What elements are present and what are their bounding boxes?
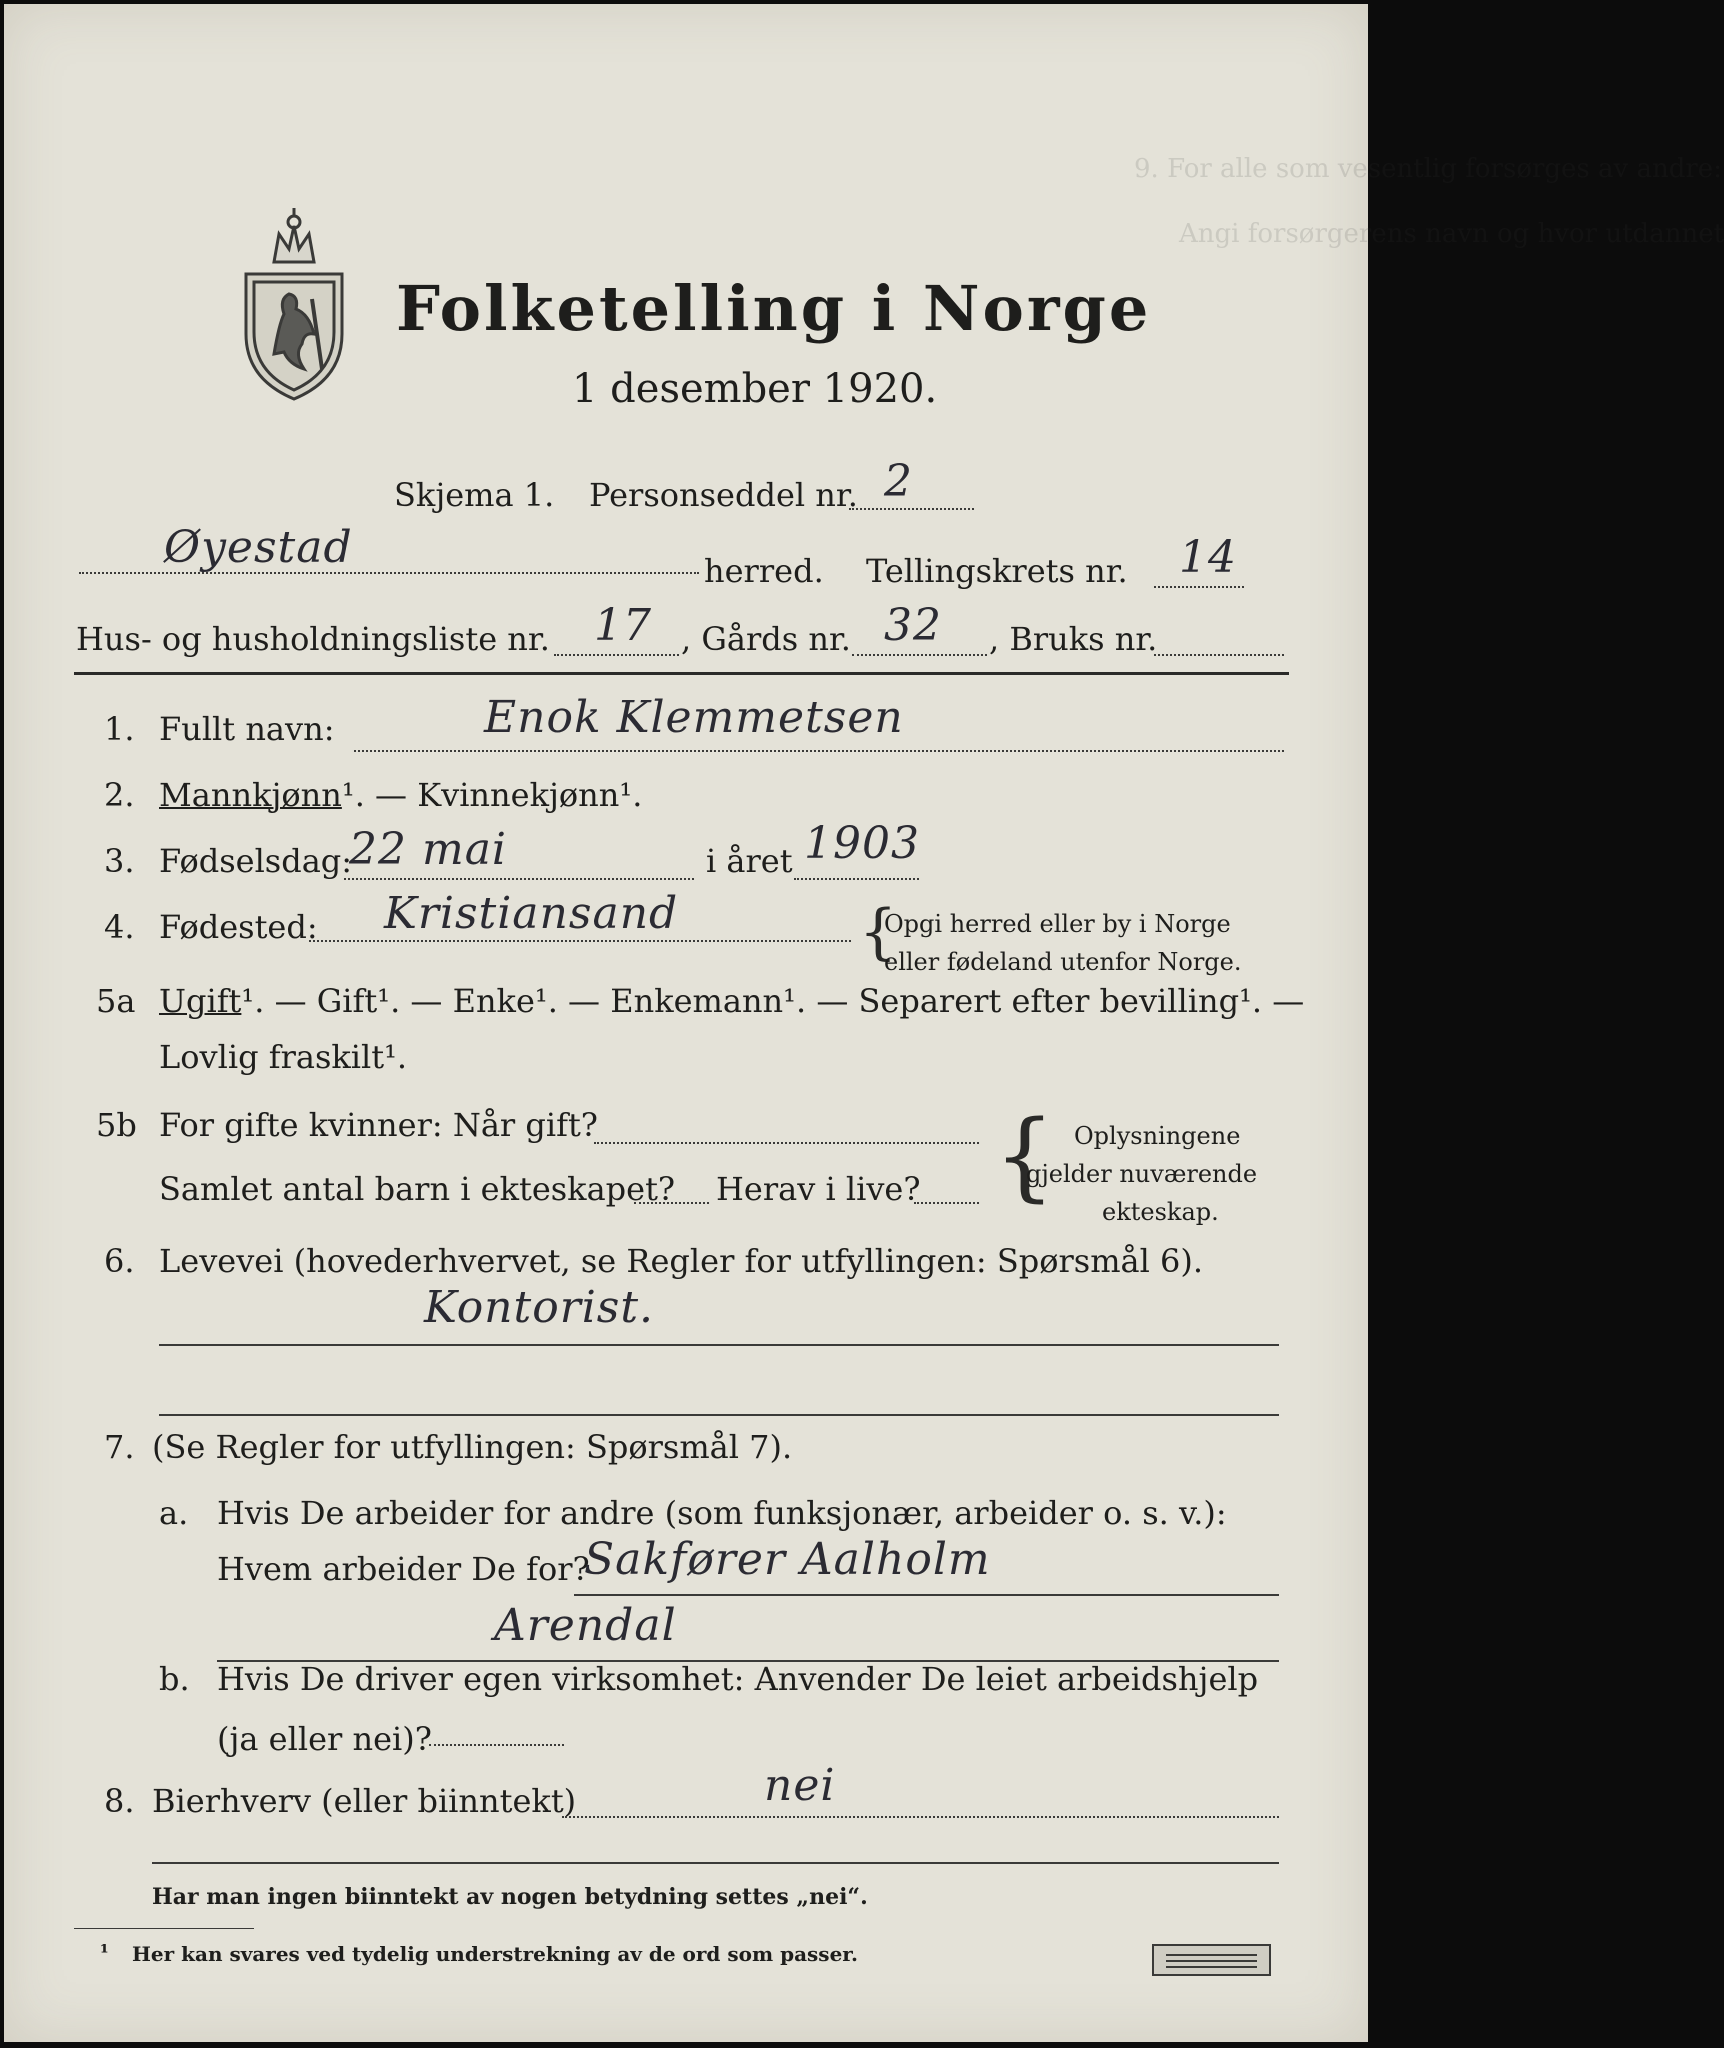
gards-value: 32 xyxy=(884,600,942,651)
gender-male-option: Mannkjønn xyxy=(159,776,342,814)
q7a-line1: Hvis De arbeider for andre (som funksjonær, arbeider o. s. v.): xyxy=(217,1494,1227,1532)
bruks-label: , Bruks nr. xyxy=(989,620,1158,658)
q6-label: Levevei (hovederhvervet, se Regler for utfyllingen: Spørsmål 6). xyxy=(159,1242,1204,1280)
q7-number: 7. xyxy=(104,1428,135,1466)
q5a-options: Ugift¹. — Gift¹. — Enke¹. — Enkemann¹. — Separert efter bevilling¹. — xyxy=(159,982,1305,1020)
q4-label: Fødested: xyxy=(159,908,318,946)
q2-number: 2. xyxy=(104,776,135,814)
skjema-label: Skjema 1. xyxy=(394,476,555,514)
husholdningsliste-label: Hus- og husholdningsliste nr. xyxy=(76,620,550,658)
q5b-number: 5b xyxy=(96,1106,137,1144)
q5b-note-line3: ekteskap. xyxy=(1102,1198,1219,1226)
footnote-text: Her kan svares ved tydelig understrekning av de ord som passer. xyxy=(132,1942,858,1966)
q4-note-line2: eller fødeland utenfor Norge. xyxy=(884,948,1242,976)
footer-note: Har man ingen biinntekt av nogen betydning settes „nei“. xyxy=(152,1884,868,1910)
tellingskrets-label: Tellingskrets nr. xyxy=(866,552,1128,590)
q7b-letter: b. xyxy=(159,1660,190,1698)
employer-place-value: Arendal xyxy=(494,1600,677,1651)
q7-label: (Se Regler for utfyllingen: Spørsmål 7). xyxy=(152,1428,793,1466)
gards-label: , Gårds nr. xyxy=(681,620,851,658)
personseddel-value: 2 xyxy=(884,456,913,507)
gender-female-option: Kvinnekjønn xyxy=(417,776,620,814)
birthplace-value: Kristiansand xyxy=(384,888,679,939)
q3-label: Fødselsdag: xyxy=(159,842,353,880)
q1-number: 1. xyxy=(104,710,135,748)
birthday-value: 22 mai xyxy=(349,824,508,875)
q3-year-label: i året xyxy=(706,842,793,880)
side-income-value: nei xyxy=(764,1760,836,1811)
norwegian-lion-coat-of-arms-icon xyxy=(234,204,354,404)
footnote-mark: ¹ xyxy=(100,1940,109,1964)
q7b-line1: Hvis De driver egen virksomhet: Anvender De leiet arbeidshjelp xyxy=(217,1660,1259,1698)
birth-year-value: 1903 xyxy=(804,818,920,869)
full-name-value: Enok Klemmetsen xyxy=(484,692,904,743)
q8-label: Bierhverv (eller biinntekt) xyxy=(152,1782,577,1820)
status-ugift-option: Ugift xyxy=(159,982,242,1020)
q7a-employer-label: Hvem arbeider De for? xyxy=(217,1550,590,1588)
q5a-line2: Lovlig fraskilt¹. xyxy=(159,1038,408,1076)
q8-number: 8. xyxy=(104,1782,135,1820)
q4-note-line1: Opgi herred eller by i Norge xyxy=(884,910,1231,938)
q7b-line2: (ja eller nei)? xyxy=(217,1720,432,1758)
q2-options: Mannkjønn¹. — Kvinnekjønn¹. xyxy=(159,776,643,814)
printer-stamp-icon xyxy=(1152,1944,1271,1976)
q7a-letter: a. xyxy=(159,1494,189,1532)
q1-label: Fullt navn: xyxy=(159,710,335,748)
herred-label: herred. xyxy=(704,552,824,590)
q5b-alive-label: Herav i live? xyxy=(716,1170,921,1208)
husholdningsliste-value: 17 xyxy=(594,600,652,651)
q4-number: 4. xyxy=(104,908,135,946)
census-date: 1 desember 1920. xyxy=(572,366,938,412)
occupation-value: Kontorist. xyxy=(424,1282,655,1333)
q5b-line1: For gifte kvinner: Når gift? xyxy=(159,1106,598,1144)
q5b-brace-icon: { xyxy=(994,1100,1056,1212)
q3-number: 3. xyxy=(104,842,135,880)
q5b-note-line1: Oplysningene xyxy=(1074,1122,1241,1150)
form-title: Folketelling i Norge xyxy=(396,272,1152,345)
q4-brace-icon: { xyxy=(859,897,898,967)
tellingskrets-value: 14 xyxy=(1179,532,1237,583)
q5a-number: 5a xyxy=(96,982,136,1020)
q5b-note-line2: gjelder nuværende xyxy=(1026,1160,1258,1188)
personseddel-label: Personseddel nr. xyxy=(589,476,858,514)
census-form-sheet: 9. For alle som vesentlig forsørges av andre: Angi forsørgerens navn og hvor utdannet Folketelling i Norge 1 desember 1920. Skjema 1. Personseddel nr. 2 Øyestad herred. Tellingskrets nr. 14 Hus- og husholdningsliste nr. 17 , Gårds nr. 32 , Bruks nr. 1. Fullt navn: Enok Klemmetsen 2. Mannkjønn¹. — Kvinnekjønn¹. 3. Fødselsdag: 22 mai i året 1903 4. Fødested: Kristiansand { Opgi herred eller by i Norge eller fødeland utenfor Norge. 5a Ugift¹. — Gift¹. — Enke¹. — Enkemann¹. — Separert efter bevilling¹. — Lovlig fraskilt¹. 5b For gifte kvinner: Når gift? Samlet antal barn i ekteskapet? Herav i live? { Oplysningene gjelder nuværende ekteskap. 6. Levevei (hovederhvervet, se Regler for utfyllingen: Spørsmål 6). Kontorist. 7. (Se Regler for utfyllingen: Spørsmål 7). a. Hvis De arbeider for andre (som funksjonær, arbeider o. s. v.): Hvem arbeider De for? Sakfører Aalholm Arendal b. Hvis De driver egen virksomhet: Anvender De leiet arbeidshjelp (ja eller nei)? 8. Bierhverv (eller biinntekt) nei Har man ingen biinntekt av nogen betydning settes „nei“. ¹ Her kan svares ved tydelig understrekning av de ord som passer. xyxy=(4,4,1368,2042)
q5b-children-label: Samlet antal barn i ekteskapet? xyxy=(159,1170,676,1208)
q6-number: 6. xyxy=(104,1242,135,1280)
herred-value: Øyestad xyxy=(164,522,353,573)
employer-value: Sakfører Aalholm xyxy=(584,1534,991,1585)
